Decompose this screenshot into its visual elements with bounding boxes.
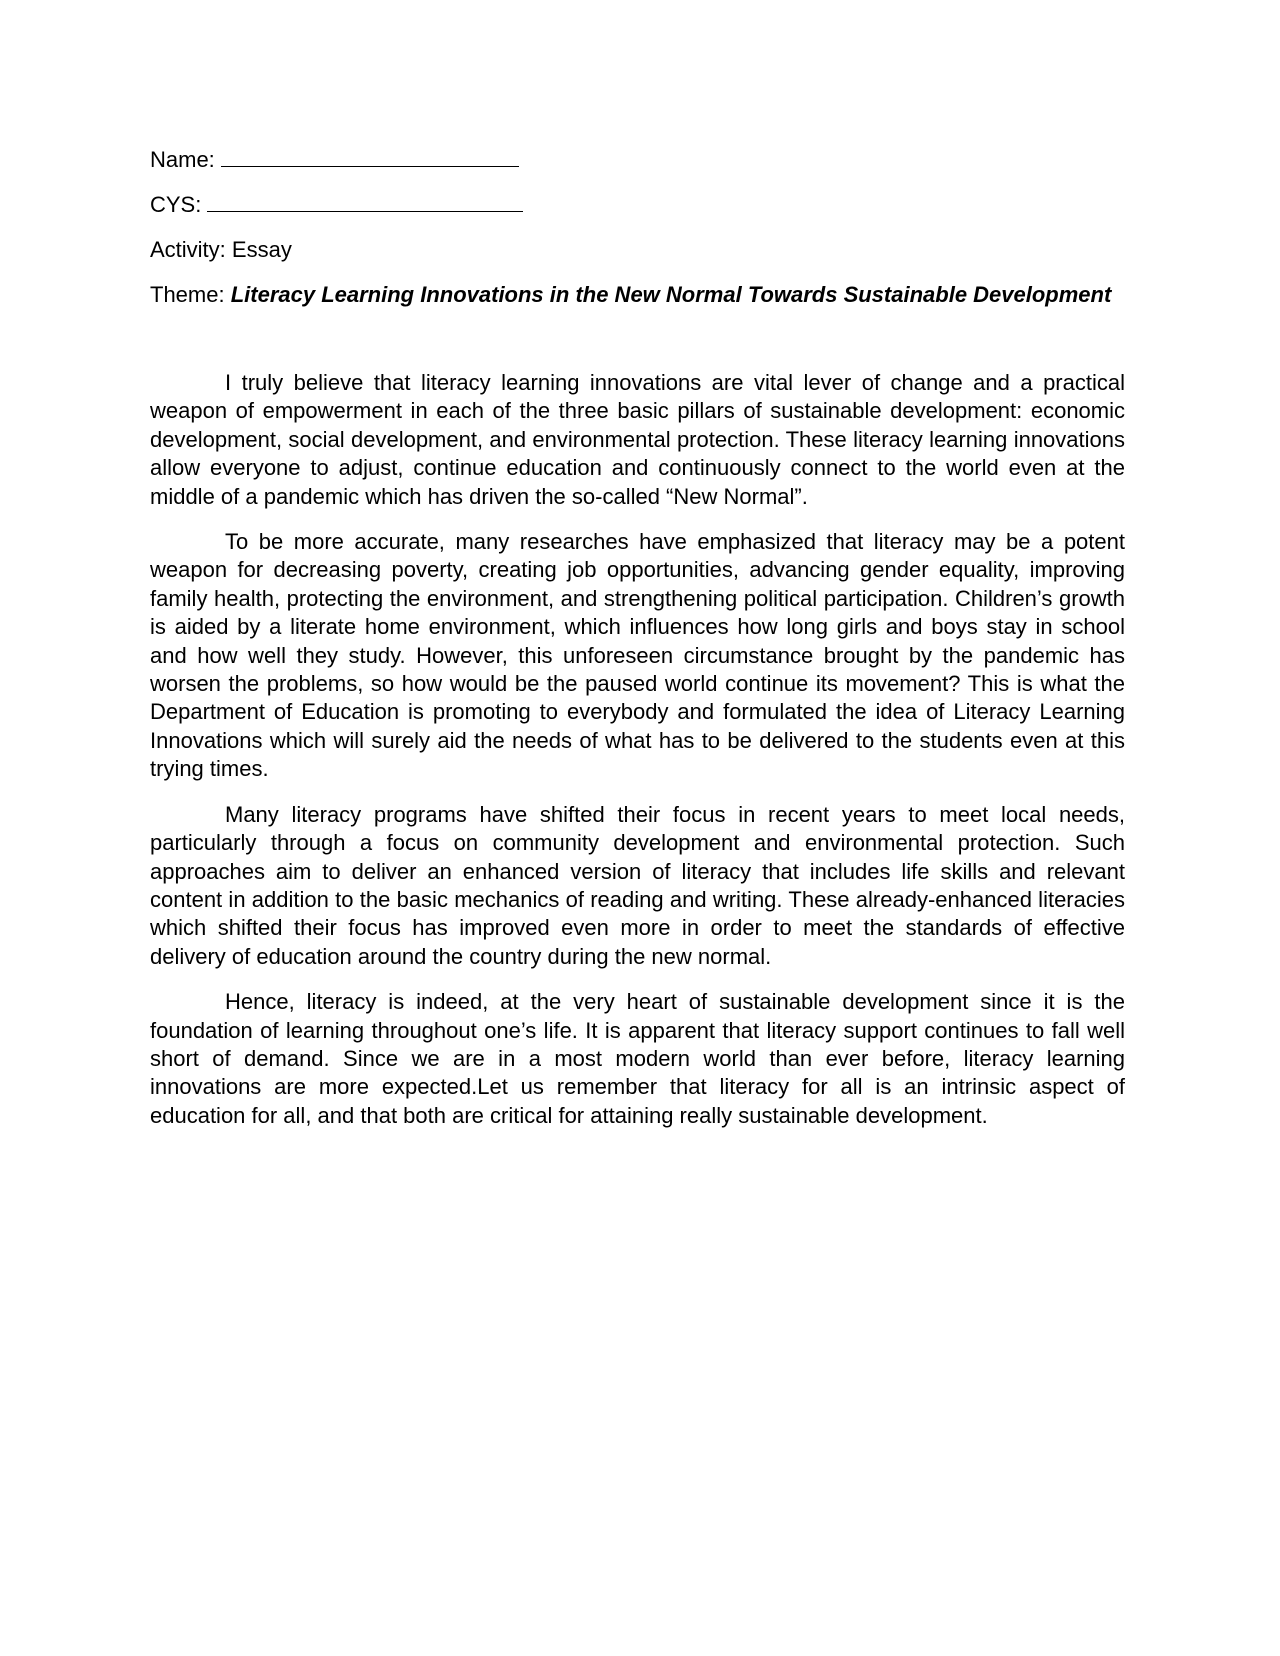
cys-label: CYS:: [150, 192, 202, 217]
theme-field: [150, 281, 1125, 309]
cys-blank-line: [207, 191, 523, 212]
name-label: Name:: [150, 147, 215, 172]
theme-title: Literacy Learning Innovations in the New Normal Towards Sustainable Development: [230, 282, 1112, 307]
essay-paragraph-4: Hence, literacy is indeed, at the very heart of sustainable development since it is the foundation of learning throughout one’s life. It is apparent that literacy support continues to fall well short of demand. Since we are in a most modern world than ever before, literacy learning innovations are more expected.Let us remember that literacy for all is an intrinsic aspect of education for all, and that both are critical for attaining really sustainable development.: [150, 989, 1125, 1128]
essay-paragraph-2: To be more accurate, many researches have emphasized that literacy may be a potent weapon for decreasing poverty, creating job opportunities, advancing gender equality, improving family health, protecting the environment, and strengthening political participation. Children’s growth is aided by a literate home environment, which influences how long girls and boys stay in school and how well they study. However, this unforeseen circumstance brought by the pandemic has worsen the problems, so how would be the paused world continue its movement? This is what the Department of Education is promoting to everybody and formulated the idea of Literacy Learning Innovations which will surely aid the needs of what has to be delivered to the students even at this trying times.: [150, 529, 1125, 782]
name-field: [150, 146, 1125, 174]
document-page: [150, 146, 1125, 1147]
essay-paragraph-1: I truly believe that literacy learning innovations are vital lever of change and a practical weapon of empowerment in each of the three basic pillars of sustainable development: economic development, social development, and environmental protection. These literacy learning innovations allow everyone to adjust, continue education and continuously connect to the world even at the middle of a pandemic which has driven the so-called “New Normal”.: [150, 370, 1125, 509]
cys-field: [150, 191, 1125, 219]
activity-value: Essay: [231, 237, 292, 262]
activity-field: [150, 236, 1125, 264]
theme-label: Theme:: [150, 282, 225, 307]
essay-body: [150, 369, 1125, 1130]
name-blank-line: [221, 146, 519, 167]
activity-label: Activity:: [150, 237, 226, 262]
essay-paragraph-3: Many literacy programs have shifted their focus in recent years to meet local needs, particularly through a focus on community development and environmental protection. Such approaches aim to deliver an enhanced version of literacy that includes life skills and relevant content in addition to the basic mechanics of reading and writing. These already-enhanced literacies which shifted their focus has improved even more in order to meet the standards of effective delivery of education around the country during the new normal.: [150, 801, 1125, 969]
